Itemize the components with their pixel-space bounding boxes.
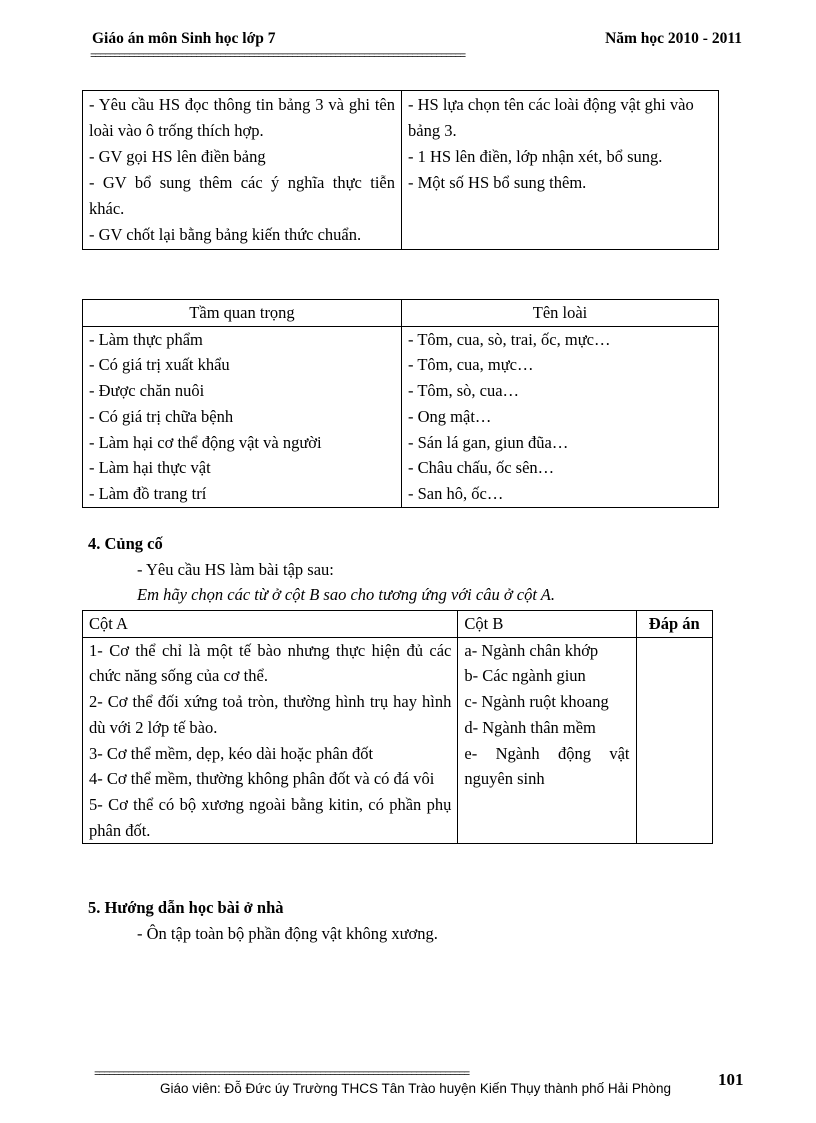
species-cell: - Tôm, cua, sò, trai, ốc, mực…: [402, 326, 719, 352]
importance-cell: - Làm hại cơ thể động vật và người: [83, 430, 402, 456]
column-b-item: a- Ngành chân khớp: [464, 640, 599, 660]
table-row: [83, 404, 719, 430]
page-header: [92, 30, 742, 50]
species-cell: - Ong mật…: [402, 404, 719, 430]
importance-table: [82, 299, 719, 508]
footer-text: Giáo viên: Đỗ Đức úy Trường THCS Tân Trào huyện Kiến Thụy thành phố Hải Phòng: [160, 1081, 671, 1096]
teacher-step: - GV gọi HS lên điền bảng: [89, 147, 266, 166]
activity-table: [82, 90, 719, 250]
importance-cell: - Làm hại thực vật: [83, 455, 402, 481]
importance-cell: - Làm thực phẩm: [83, 326, 402, 352]
teacher-step: - GV bổ sung thêm các ý nghĩa thực tiễn khác.: [89, 173, 395, 218]
header-school-year: Năm học 2010 - 2011: [605, 30, 742, 47]
answer-header: Đáp án: [636, 611, 713, 638]
table-row: [83, 326, 719, 352]
teacher-step: - GV chốt lại bằng bảng kiến thức chuẩn.: [89, 225, 362, 244]
column-a-item: 4- Cơ thể mềm, thường không phân đốt và có đá vôi: [89, 769, 435, 789]
importance-cell: - Có giá trị xuất khẩu: [83, 352, 402, 378]
column-b-item: b- Các ngành giun: [464, 666, 586, 686]
table-row: [83, 481, 719, 507]
student-step: - 1 HS lên điền, lớp nhận xét, bổ sung.: [408, 147, 663, 166]
species-header: Tên loài: [402, 300, 719, 327]
section-4-title: 4. Củng cố: [88, 534, 163, 553]
table-row: [83, 430, 719, 456]
section-4-prompt: Em hãy chọn các từ ở cột B sao cho tương ứng với câu ở cột A.: [137, 585, 555, 604]
importance-cell: - Được chăn nuôi: [83, 378, 402, 404]
column-a-item: 5- Cơ thể có bộ xương ngoài bằng kitin, có phần phụ phân đốt.: [89, 794, 452, 840]
student-step: - Một số HS bổ sung thêm.: [408, 173, 587, 192]
column-b-item: c- Ngành ruột khoang: [464, 692, 609, 712]
species-cell: - Sán lá gan, giun đũa…: [402, 430, 719, 456]
column-a-item: 1- Cơ thể chỉ là một tế bào nhưng thực hiện đủ các chức năng sống của cơ thể.: [89, 640, 452, 686]
matching-table: [82, 610, 713, 844]
teacher-step: - Yêu cầu HS đọc thông tin bảng 3 và ghi tên loài vào ô trống thích hợp.: [89, 95, 395, 140]
column-b-item: d- Ngành thân mềm: [464, 717, 596, 737]
table-row: [83, 352, 719, 378]
answer-cell: [636, 637, 713, 844]
table-row: [83, 378, 719, 404]
header-subject: Giáo án môn Sinh học lớp 7: [92, 30, 276, 47]
section-5-title: 5. Hướng dẫn học bài ở nhà: [88, 898, 284, 917]
footer-rule: ==============================================================================: [94, 1069, 469, 1081]
table-row: [83, 455, 719, 481]
species-cell: - San hô, ốc…: [402, 481, 719, 507]
importance-header: Tầm quan trọng: [83, 300, 402, 327]
species-cell: - Tôm, sò, cua…: [402, 378, 719, 404]
importance-cell: - Có giá trị chữa bệnh: [83, 404, 402, 430]
importance-cell: - Làm đồ trang trí: [83, 481, 402, 507]
page-number: 101: [718, 1070, 744, 1089]
header-rule: ==============================================================================: [90, 51, 465, 63]
column-b-header: Cột B: [458, 611, 636, 638]
column-a-header: Cột A: [83, 611, 458, 638]
species-cell: - Tôm, cua, mực…: [402, 352, 719, 378]
section-5-text: - Ôn tập toàn bộ phần động vật không xương.: [137, 924, 438, 943]
student-step: - HS lựa chọn tên các loài động vật ghi vào bảng 3.: [408, 95, 694, 140]
column-a-item: 3- Cơ thể mềm, dẹp, kéo dài hoặc phân đốt: [89, 743, 374, 763]
column-a-cell: [83, 637, 458, 844]
teacher-activity-cell: [83, 91, 402, 250]
species-cell: - Châu chấu, ốc sên…: [402, 455, 719, 481]
section-4-instruction: - Yêu cầu HS làm bài tập sau:: [137, 560, 334, 579]
column-b-cell: [458, 637, 636, 844]
student-activity-cell: [402, 91, 719, 250]
column-a-item: 2- Cơ thể đối xứng toả tròn, thường hình trụ hay hình dù với 2 lớp tế bào.: [89, 692, 452, 737]
column-b-item: e- Ngành động vật nguyên sinh: [464, 743, 630, 789]
